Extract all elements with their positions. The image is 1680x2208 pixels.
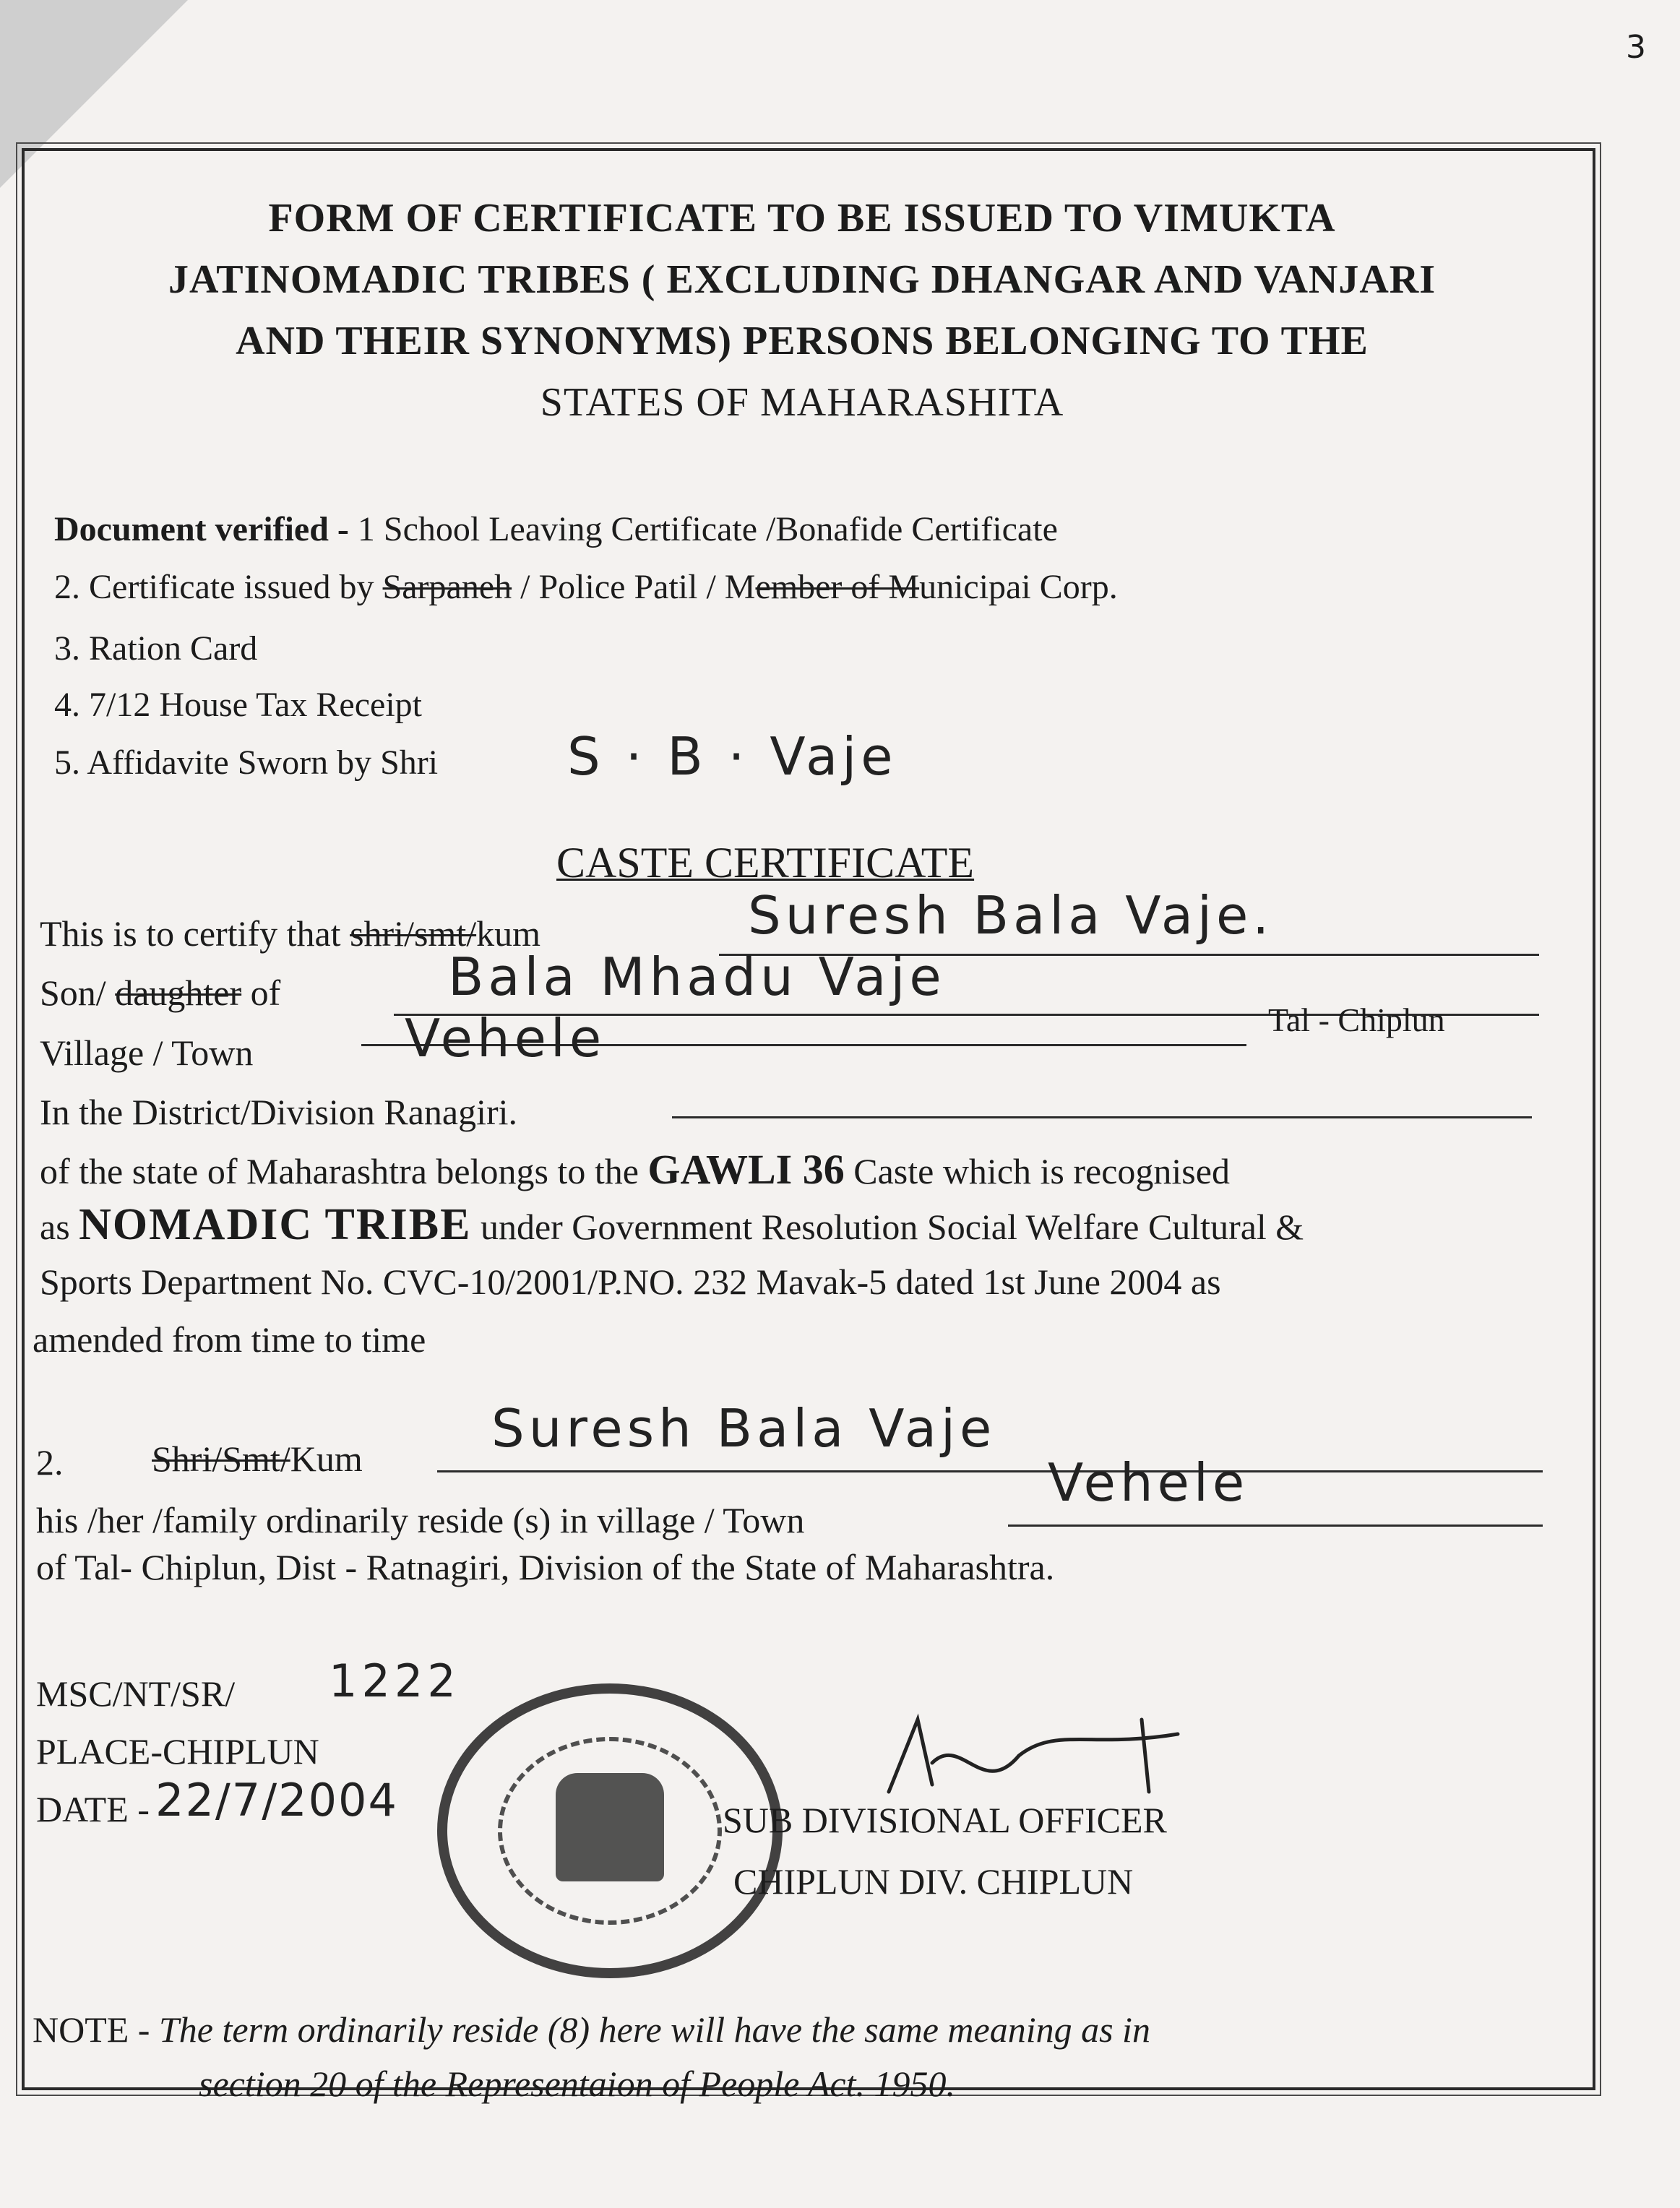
residence-number: 2. — [36, 1442, 64, 1483]
village-handwriting: Vehele — [405, 1008, 606, 1069]
item-2-middle: / Police Patil / M — [512, 568, 756, 606]
title-line-2: JATINOMADIC TRIBES ( EXCLUDING DHANGAR AND VANJARI — [168, 257, 1436, 302]
residence-district-line: of Tal- Chiplun, Dist - Ratnagiri, Division of the State of Maharashtra. — [36, 1547, 1055, 1587]
national-emblem-icon — [556, 1773, 664, 1881]
item-2-struck-member: ember of M — [755, 568, 920, 606]
caste-name: GAWLI 36 — [647, 1146, 845, 1193]
residence-struck: Shri/Smt/ — [152, 1439, 290, 1479]
reference-label: MSC/NT/SR/ — [36, 1673, 236, 1714]
amended-line: amended from time to time — [33, 1319, 426, 1360]
note-text-1: The term ordinarily reside (8) here will have the same meaning as in — [158, 2009, 1150, 2050]
note-label: NOTE - — [33, 2009, 159, 2050]
candidate-name-handwriting: Suresh Bala Vaje. — [748, 885, 1274, 946]
item-2-suffix: unicipai Corp. — [919, 568, 1118, 606]
residence-name-underline — [437, 1470, 1543, 1472]
residence-kum: Kum — [290, 1439, 363, 1479]
tribe-as: as — [40, 1207, 79, 1247]
resolution-line: Sports Department No. CVC-10/2001/P.NO. 232 Mavak-5 dated 1st June 2004 as — [40, 1262, 1221, 1302]
item-2-prefix: 2. Certificate issued by — [54, 568, 383, 606]
tribe-line — [40, 1199, 1304, 1251]
residence-town-handwriting: Vehele — [1048, 1452, 1249, 1513]
title-line-3: AND THEIR SYNONYMS) PERSONS BELONGING TO THE — [236, 319, 1369, 363]
reference-number-handwriting: 1222 — [329, 1655, 460, 1707]
daughter-struck: daughter — [115, 973, 242, 1013]
residence-salutation — [152, 1438, 363, 1480]
certify-prefix: This is to certify that — [40, 913, 350, 954]
documents-item-1 — [54, 509, 1058, 549]
tribe-name: NOMADIC TRIBE — [79, 1200, 472, 1249]
item-2-struck-sarpanch: Sarpaneh — [382, 568, 512, 606]
parent-name-handwriting: Bala Mhadu Vaje — [448, 946, 946, 1007]
documents-item-2 — [54, 567, 1118, 607]
documents-label: Document verified - — [54, 510, 358, 548]
certify-struck: shri/smt/ — [350, 913, 477, 954]
caste-line-post: Caste which is recognised — [844, 1151, 1230, 1191]
place-label: PLACE-CHIPLUN — [36, 1731, 319, 1772]
page-number: 3 — [1626, 29, 1646, 66]
of-label: of — [241, 973, 281, 1013]
caste-line-pre: of the state of Maharashtra belongs to the — [40, 1151, 648, 1191]
date-label: DATE - — [36, 1789, 150, 1829]
tribe-line-post: under Government Resolution Social Welfare Cultural & — [471, 1207, 1304, 1247]
certify-kum: kum — [476, 913, 541, 954]
caste-certificate-heading: CASTE CERTIFICATE — [556, 839, 975, 887]
date-handwriting: 22/7/2004 — [155, 1774, 398, 1827]
officer-signature — [838, 1705, 1214, 1814]
note-line-2: section 20 of the Representaion of People Act. 1950. — [199, 2063, 955, 2104]
son-label: Son/ — [40, 973, 116, 1013]
residence-line: his /her /family ordinarily reside (s) in village / Town — [36, 1500, 805, 1540]
district-line: In the District/Division Ranagiri. — [40, 1092, 518, 1132]
parent-line — [40, 972, 280, 1014]
documents-item-5: 5. Affidavite Sworn by Shri — [54, 743, 439, 782]
officer-office: CHIPLUN DIV. CHIPLUN — [733, 1861, 1134, 1902]
title-line-4: STATES OF MAHARASHITA — [540, 380, 1064, 425]
caste-line — [40, 1145, 1230, 1194]
affidavit-signer-handwriting: S · B · Vaje — [567, 726, 897, 787]
residence-town-underline — [1008, 1525, 1543, 1527]
officer-designation: SUB DIVISIONAL OFFICER — [723, 1800, 1167, 1840]
documents-item-1-text: 1 School Leaving Certificate /Bonafide Certificate — [357, 510, 1058, 548]
title-line-1: FORM OF CERTIFICATE TO BE ISSUED TO VIMUKTA — [268, 196, 1336, 241]
note-line-1 — [33, 2009, 1150, 2050]
village-label: Village / Town — [40, 1032, 254, 1073]
taluka-label: Tal - Chiplun — [1268, 1001, 1445, 1038]
documents-item-3: 3. Ration Card — [54, 629, 258, 668]
residence-name-handwriting: Suresh Bala Vaje — [491, 1398, 996, 1459]
documents-item-4: 4. 7/12 House Tax Receipt — [54, 686, 422, 724]
district-underline — [672, 1116, 1532, 1118]
